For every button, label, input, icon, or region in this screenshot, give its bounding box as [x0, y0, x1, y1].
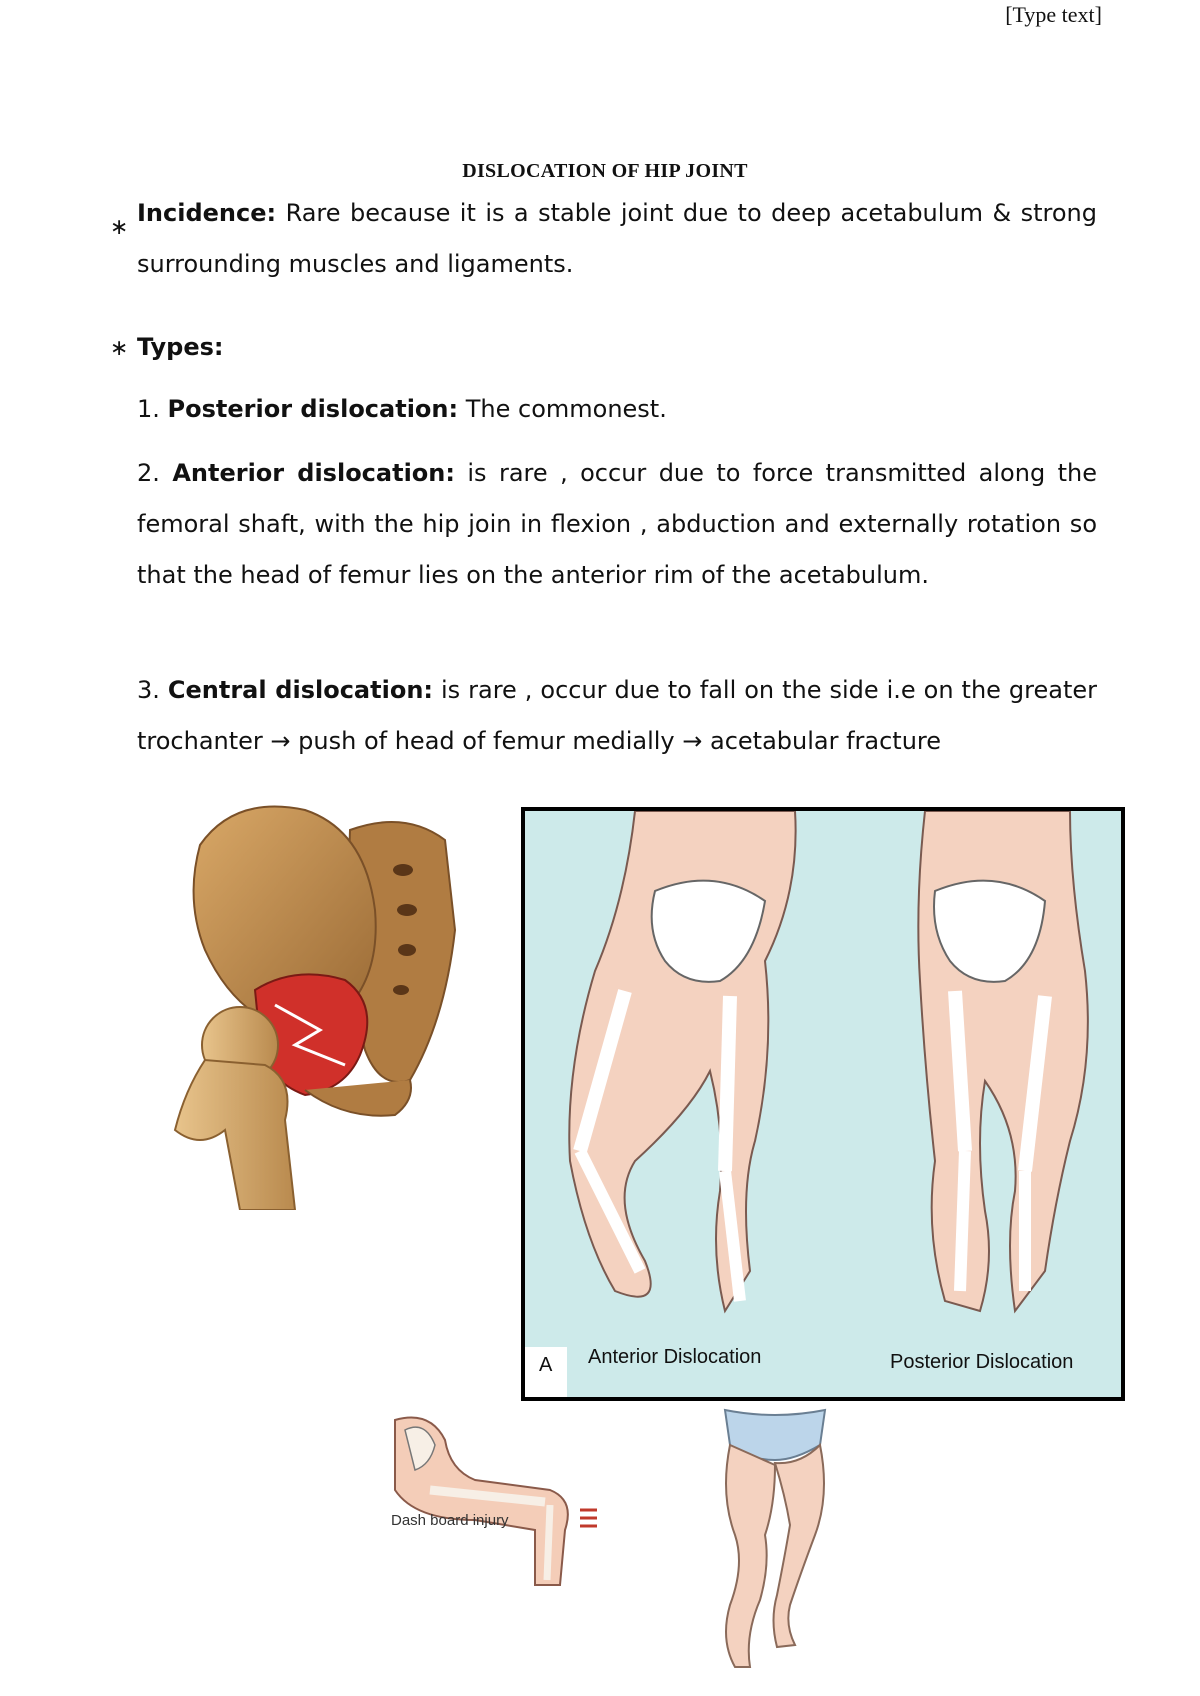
incidence-paragraph: [137, 188, 1097, 290]
list-item-posterior: [137, 384, 1097, 435]
types-label: Types:: [137, 333, 224, 361]
item-label: Anterior dislocation:: [172, 459, 455, 487]
pelvis-fracture-illustration: [145, 790, 495, 1210]
item-text: is rare , occur due to fall on the side i.e on the greater trochanter → push of head of femur medially → acetabular fracture: [137, 676, 1097, 755]
item-label: Central dislocation:: [167, 676, 433, 704]
bullet-types: ∗: [110, 336, 129, 361]
incidence-text: Rare because it is a stable joint due to deep acetabulum & strong surrounding muscles and ligaments.: [137, 199, 1097, 278]
page-title: DISLOCATION OF HIP JOINT: [462, 160, 748, 182]
caption-dash-board-injury: Dash board injury: [391, 1512, 509, 1529]
caption-posterior-dislocation: Posterior Dislocation: [890, 1351, 1074, 1373]
item-text: is rare , occur due to force transmitted along the femoral shaft, with the hip join in flexion , abduction and externally rotation so that the head of femur lies on the anterior rim of the acetabulum.: [137, 459, 1097, 589]
item-label: Posterior dislocation:: [167, 395, 459, 423]
page-header: [Type text]: [1005, 2, 1102, 27]
list-item-anterior: [137, 448, 1097, 601]
item-text: The commonest.: [458, 395, 667, 423]
item-number: 3.: [137, 676, 160, 704]
incidence-label: Incidence:: [137, 199, 277, 227]
dashboard-injury-figure: [385, 1410, 605, 1590]
types-heading: [137, 322, 224, 373]
dislocation-legs-figure: [521, 807, 1125, 1401]
bullet-incidence: ∗: [110, 215, 129, 240]
leg-posture-illustration: [715, 1405, 835, 1670]
list-item-central: [137, 665, 1097, 767]
panel-letter: A: [539, 1354, 553, 1376]
item-number: 2.: [137, 459, 160, 487]
legs-illustration: [525, 811, 1121, 1397]
item-number: 1.: [137, 395, 160, 423]
caption-anterior-dislocation: Anterior Dislocation: [588, 1346, 762, 1368]
dashboard-injury-illustration: [385, 1410, 605, 1590]
